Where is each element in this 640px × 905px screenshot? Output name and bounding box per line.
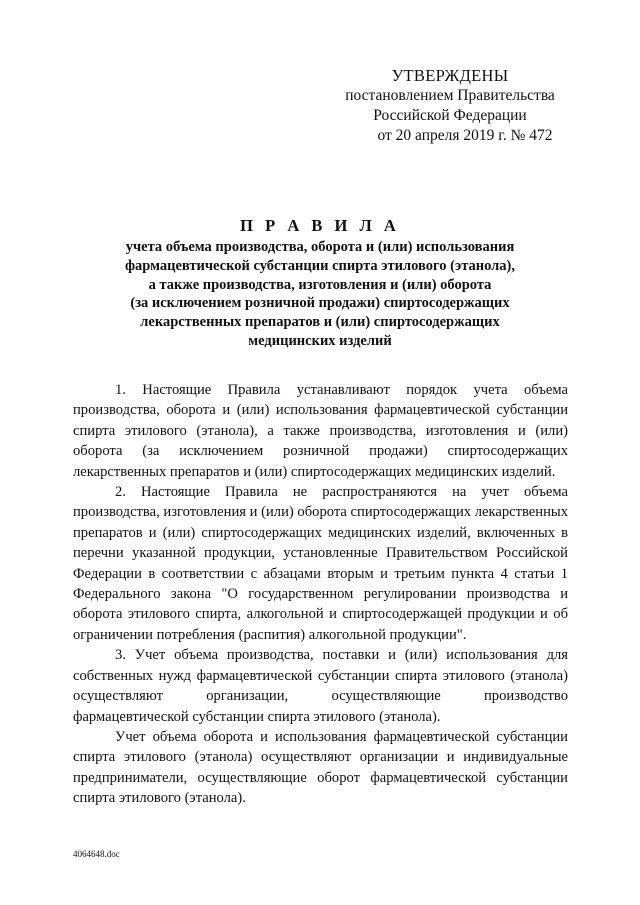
document-title: П Р А В И Л А (240, 216, 400, 235)
subtitle-line: фармацевтической субстанции спирта этилового (этанола), (124, 257, 516, 274)
subtitle-line: (за исключением розничной продажи) спиртосодержащих (130, 295, 510, 312)
paragraph-3: 3. Учет объема производства, поставки и (или) использования для собственных нужд фармацевтической субстанции спирта этилового (этанола) осуществляют организации, осуществляющие производство фармацевтической субстанции спирта этилового (этанола). (73, 647, 568, 725)
paragraph-3-continued: Учет объема оборота и использования фармацевтической субстанции спирта этилового (этанола) осуществляют организации и индивидуальные предприниматели, осуществляющие оборот фармацевтической субстанции спирта этилового (этанола). (73, 728, 568, 807)
approval-line-2: Российской Федерации (373, 107, 527, 124)
document-body (73, 380, 568, 809)
approval-block (330, 66, 570, 146)
subtitle-line: учета объема производства, оборота и (или) использования (125, 239, 515, 255)
paragraph-2: 2. Настоящие Правила не распространяются на учет объема производства, изготовления и (или) оборота спиртосодержащих лекарственных препаратов и (или) спиртосодержащих медицинских изделий, включенных в перечни указанной продукции, установленные Правительством Российской Федерации в соответствии с абзацами вторым и третьим пункта 4 статьи 1 Федерального закона "О государственном регулировании производства и оборота этилового спирта, алкогольной и спиртосодержащей продукции и об ограничении потребления (распития) алкогольной продукции". (73, 484, 568, 643)
approval-line-1: постановлением Правительства (345, 87, 555, 104)
subtitle-line: а также производства, изготовления и (или) оборота (148, 276, 492, 293)
approval-status: УТВЕРЖДЕНЫ (391, 66, 509, 85)
approval-date-line: от 20 апреля 2019 г. № 472 (377, 127, 553, 144)
file-code: 4064648.doc (73, 849, 120, 859)
subtitle-line: лекарственных препаратов и (или) спиртосодержащих (140, 314, 500, 331)
subtitle-line: медицинских изделий (248, 332, 392, 349)
paragraph-1: 1. Настоящие Правила устанавливают порядок учета объема производства, оборота и (или) использования фармацевтической субстанции спирта этилового (этанола), а также производства, изготовления и (или) оборота (за исключением розничной продажи) спиртосодержащих лекарственных препаратов и (или) спиртосодержащих медицинских изделий. (73, 382, 568, 480)
document-subtitle (70, 238, 570, 351)
